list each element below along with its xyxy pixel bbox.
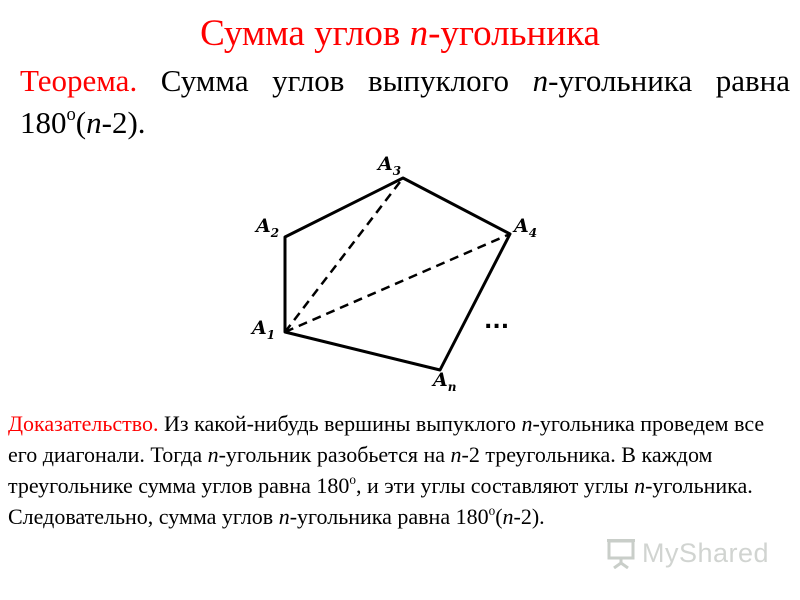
theorem-text: Сумма углов выпуклого bbox=[137, 63, 533, 98]
proof-text: -угольника проведем все его диагонали. Тогда bbox=[8, 411, 765, 467]
proof-text: ( bbox=[495, 504, 503, 529]
degree-sign: o bbox=[66, 103, 76, 125]
vertex-label-a3: $A_3$ bbox=[378, 153, 402, 178]
presentation-board-icon bbox=[606, 537, 636, 569]
proof-n: n bbox=[521, 411, 533, 436]
theorem-n2: n bbox=[86, 105, 102, 140]
proof-n: n bbox=[278, 504, 290, 529]
proof-text: -угольника равна 180 bbox=[289, 504, 489, 529]
vertex-label-a2: $A_2$ bbox=[256, 215, 280, 240]
diagonal-a1-a4 bbox=[285, 234, 510, 332]
proof-n: n bbox=[207, 442, 219, 467]
watermark bbox=[606, 535, 769, 571]
proof-n: n bbox=[502, 504, 514, 529]
proof-text: -2). bbox=[513, 504, 545, 529]
page-title bbox=[0, 12, 800, 56]
theorem-n: n bbox=[532, 63, 549, 98]
proof-n: n bbox=[450, 442, 462, 467]
degree-sign: o bbox=[349, 471, 356, 487]
proof-text: Из какой-нибудь вершины выпуклого bbox=[158, 411, 522, 436]
watermark-text: MyShared bbox=[642, 537, 770, 568]
proof-text: -2 треугольника. В каждом треугольнике сумма углов равна 180 bbox=[8, 442, 713, 498]
vertex-label-an: $A_n$ bbox=[433, 369, 457, 393]
title-text-2: -угольника bbox=[428, 13, 600, 54]
title-text-1: Сумма углов bbox=[200, 13, 410, 54]
theorem-end: -2). bbox=[101, 105, 146, 140]
theorem-paren: ( bbox=[75, 105, 87, 140]
theorem-text-2: -угольника равна 180 bbox=[20, 63, 790, 140]
degree-sign: o bbox=[488, 502, 496, 518]
proof-n: n bbox=[634, 473, 646, 498]
theorem-label: Теорема. bbox=[20, 63, 138, 98]
proof-text: -угольник разобьется на bbox=[218, 442, 451, 467]
diagonal-a1-a3 bbox=[285, 178, 403, 332]
proof-paragraph bbox=[8, 408, 790, 532]
vertex-label-a4: $A_4$ bbox=[514, 215, 538, 240]
theorem-statement bbox=[20, 60, 790, 144]
vertex-label-a1: $A_1$ bbox=[252, 317, 276, 342]
ellipsis-mark: ... bbox=[484, 309, 510, 334]
proof-text: -угольника. Следовательно, сумма углов bbox=[8, 473, 753, 529]
proof-text: , и эти углы составляют углы bbox=[355, 473, 635, 498]
polygon-outline bbox=[285, 178, 510, 370]
polygon-diagram bbox=[240, 148, 550, 393]
polygon-figure bbox=[240, 148, 550, 393]
proof-label: Доказательство. bbox=[8, 411, 159, 436]
title-n: n bbox=[409, 13, 429, 54]
